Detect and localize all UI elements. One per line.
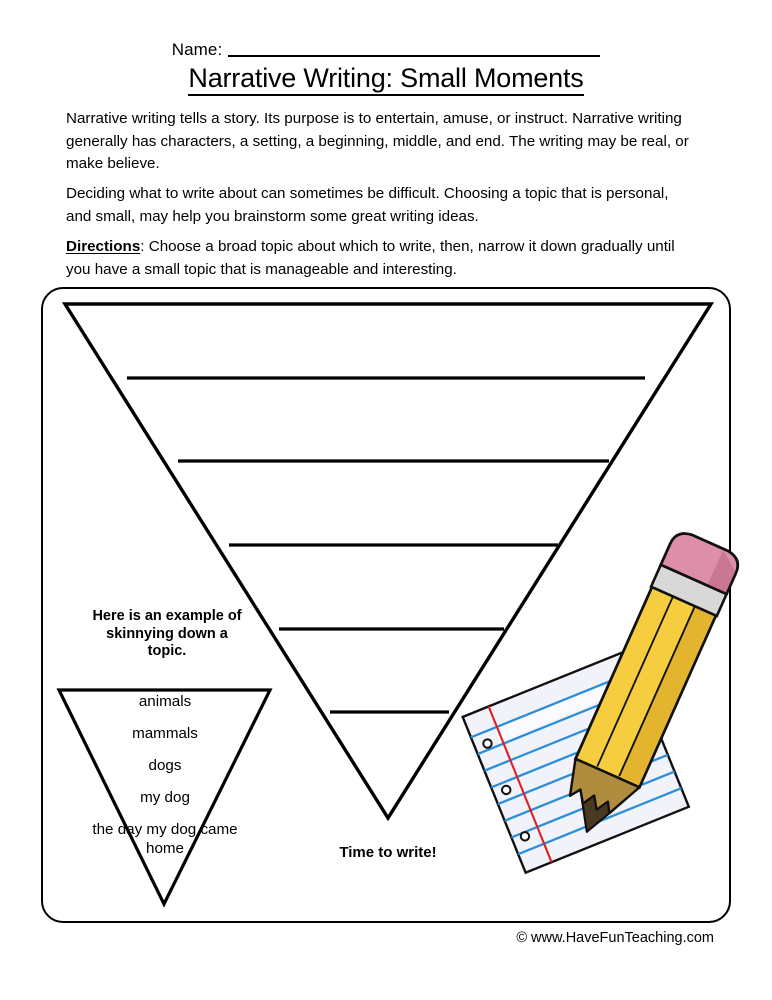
- example-word-list: [77, 692, 253, 858]
- intro-paragraph-2: Deciding what to write about can sometimes be difficult. Choosing a topic that is personal, and small, may help you brainstorm some great writing ideas.: [66, 185, 669, 225]
- example-word-1: animals: [138, 693, 192, 710]
- directions-text: : Choose a broad topic about which to write, then, narrow it down gradually until you have a small topic that is manageable and interesting.: [66, 238, 675, 278]
- page-title: [0, 62, 772, 95]
- name-label: Name:: [171, 40, 223, 59]
- example-caption: Here is an example of skinnying down a topic.: [92, 608, 242, 659]
- example-word-2: mammals: [132, 725, 198, 742]
- footer-copyright: © www.HaveFunTeaching.com: [516, 930, 714, 946]
- page-title-text: Narrative Writing: Small Moments: [188, 63, 583, 96]
- example-word-4: my dog: [140, 789, 190, 806]
- time-to-write-label: Time to write!: [339, 844, 437, 861]
- example-word-5: the day my dog came home: [92, 821, 238, 857]
- example-word-3: dogs: [148, 757, 182, 774]
- name-field-row: [0, 40, 772, 60]
- name-input-line[interactable]: [228, 55, 600, 57]
- intro-paragraph-1: Narrative writing tells a story. Its purpose is to entertain, amuse, or instruct. Narrative writing generally has characters, a setting, a beginning, middle, and end. The writing may be real, or make believe.: [66, 110, 689, 173]
- directions-paragraph: [66, 236, 690, 281]
- directions-label: Directions: [66, 238, 141, 255]
